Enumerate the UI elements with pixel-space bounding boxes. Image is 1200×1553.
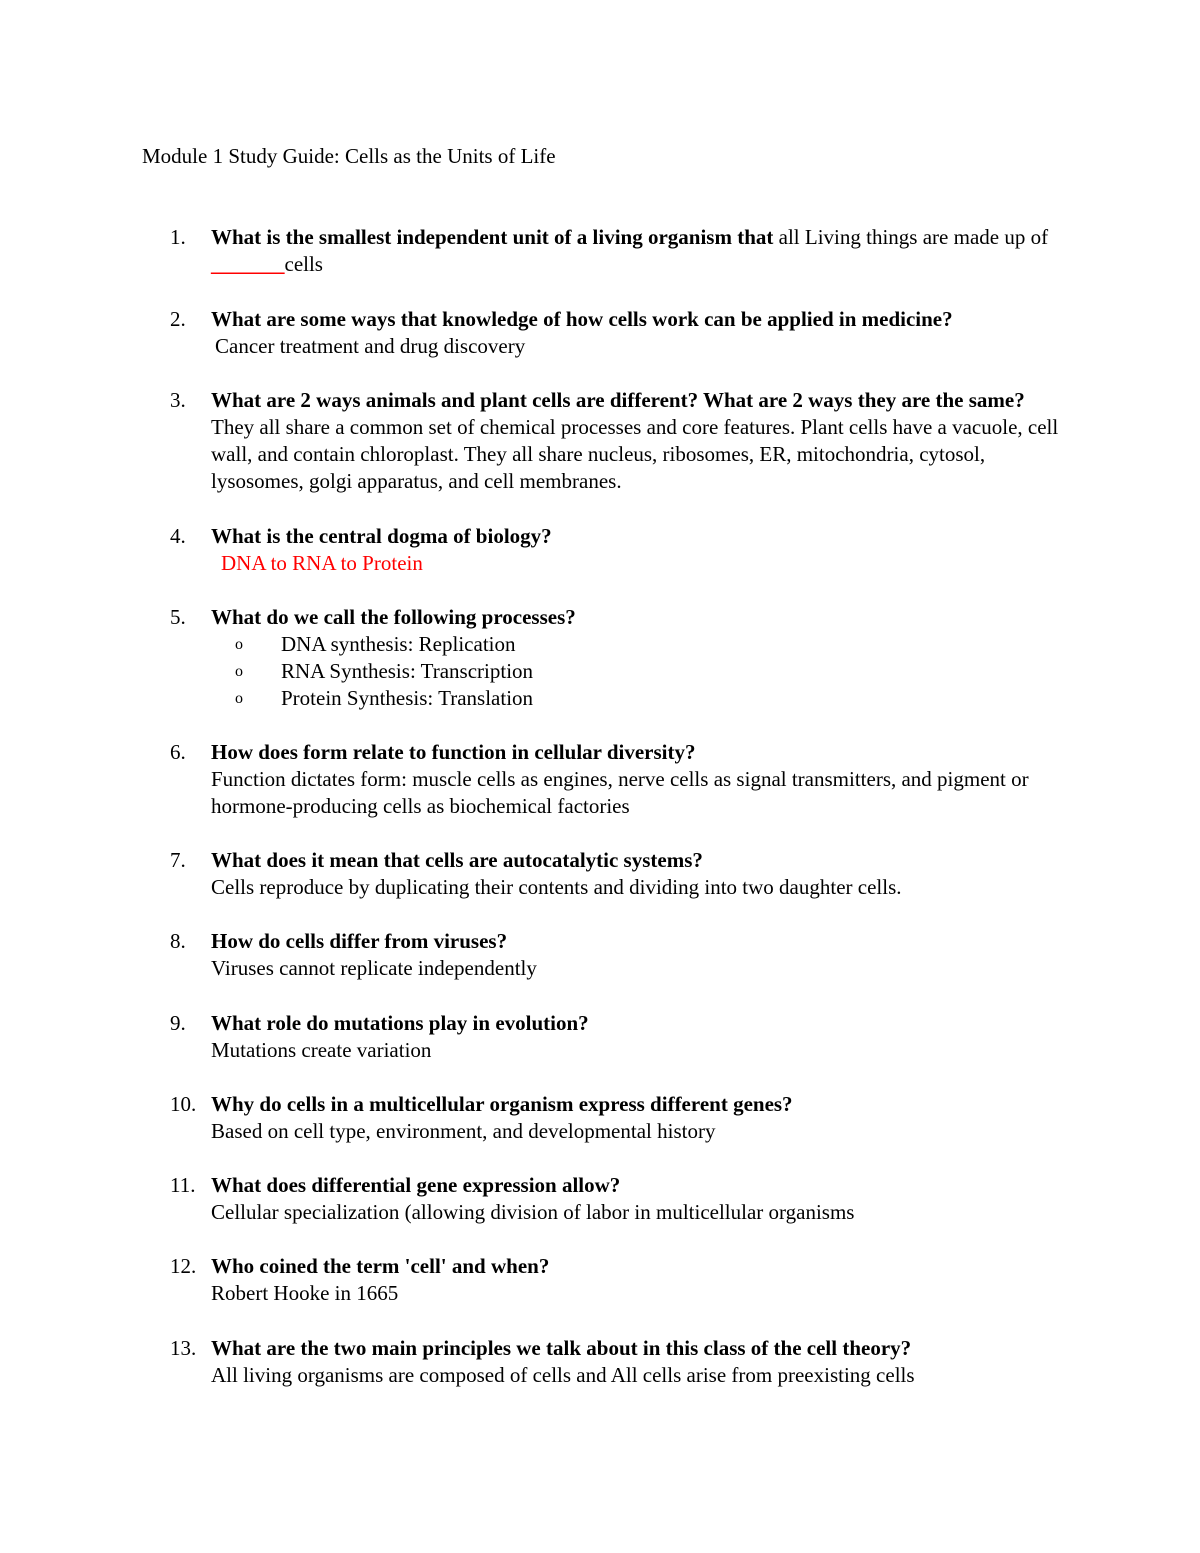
answer-text: Viruses cannot replicate independently xyxy=(211,956,537,980)
answer-blank: _______ xyxy=(211,252,285,276)
answer-text: DNA to RNA to Protein xyxy=(221,551,423,575)
sub-list-item xyxy=(170,631,1070,658)
question-item-13 xyxy=(170,1335,1070,1389)
question-text: Who coined the term 'cell' and when? xyxy=(211,1254,550,1278)
question-item-3 xyxy=(170,387,1070,495)
question-text: What are the two main principles we talk about in this class of the cell theory? xyxy=(211,1336,912,1360)
question-number: 5. xyxy=(170,605,186,629)
sub-list-text: Protein Synthesis: Translation xyxy=(281,686,534,710)
question-number: 6. xyxy=(170,740,186,764)
question-number: 9. xyxy=(170,1011,186,1035)
answer-text: Mutations create variation xyxy=(211,1038,432,1062)
question-item-9 xyxy=(170,1010,1070,1064)
answer-text: Cellular specialization (allowing division of labor in multicellular organisms xyxy=(211,1200,855,1224)
sub-list-item xyxy=(170,685,1070,712)
question-text: How do cells differ from viruses? xyxy=(211,929,508,953)
question-number: 7. xyxy=(170,848,186,872)
question-item-8 xyxy=(170,928,1070,982)
question-text: What does differential gene expression allow? xyxy=(211,1173,621,1197)
answer-text-end: cells xyxy=(284,252,323,276)
question-text: What is the smallest independent unit of a living organism that xyxy=(211,225,774,249)
question-item-11 xyxy=(170,1172,1070,1226)
question-item-2 xyxy=(170,306,1070,360)
question-number: 4. xyxy=(170,524,186,548)
answer-text-start: all Living things are made up of xyxy=(778,225,1049,249)
question-item-4 xyxy=(170,523,1070,577)
question-item-1 xyxy=(170,224,1070,278)
sub-list-text: DNA synthesis: Replication xyxy=(281,632,516,656)
question-number: 13. xyxy=(170,1336,197,1360)
answer-text: Cancer treatment and drug discovery xyxy=(215,334,526,358)
question-item-10 xyxy=(170,1091,1070,1145)
bullet-icon: o xyxy=(235,636,243,653)
answer-text: Based on cell type, environment, and developmental history xyxy=(211,1119,716,1143)
question-number: 11. xyxy=(170,1173,196,1197)
answer-text: Cells reproduce by duplicating their contents and dividing into two daughter cells. xyxy=(211,875,902,899)
question-text: What role do mutations play in evolution? xyxy=(211,1011,589,1035)
question-text: Why do cells in a multicellular organism express different genes? xyxy=(211,1092,793,1116)
question-number: 8. xyxy=(170,929,186,953)
question-item-5 xyxy=(170,604,1070,712)
question-text: What is the central dogma of biology? xyxy=(211,524,552,548)
question-text: How does form relate to function in cellular diversity? xyxy=(211,740,696,764)
bullet-icon: o xyxy=(235,690,243,707)
answer-text: They all share a common set of chemical processes and core features. Plant cells have a vacuole, cell wall, and contain chloroplast. They all share nucleus, ribosomes, ER, mitochondria, cytosol, lysosomes, golgi apparatus, and cell membranes. xyxy=(211,415,1059,493)
question-item-12 xyxy=(170,1253,1070,1307)
question-number: 1. xyxy=(170,225,186,249)
question-number: 2. xyxy=(170,307,186,331)
question-number: 12. xyxy=(170,1254,197,1278)
question-text: What are some ways that knowledge of how cells work can be applied in medicine? xyxy=(211,307,953,331)
sub-list-item xyxy=(170,658,1070,685)
question-item-6 xyxy=(170,739,1070,820)
sub-list-text: RNA Synthesis: Transcription xyxy=(281,659,534,683)
question-item-7 xyxy=(170,847,1070,901)
question-text: What does it mean that cells are autocatalytic systems? xyxy=(211,848,703,872)
question-text: What are 2 ways animals and plant cells are different? What are 2 ways they are the same? xyxy=(211,388,1025,412)
answer-text: Robert Hooke in 1665 xyxy=(211,1281,399,1305)
answer-text: Function dictates form: muscle cells as engines, nerve cells as signal transmitters, and pigment or hormone-producing cells as biochemical factories xyxy=(211,767,1029,818)
question-number: 10. xyxy=(170,1092,197,1116)
answer-text: All living organisms are composed of cells and All cells arise from preexisting cells xyxy=(211,1363,915,1387)
question-text: What do we call the following processes? xyxy=(211,605,576,629)
page-title: Module 1 Study Guide: Cells as the Units of Life xyxy=(142,144,556,168)
bullet-icon: o xyxy=(235,663,243,680)
question-number: 3. xyxy=(170,388,186,412)
